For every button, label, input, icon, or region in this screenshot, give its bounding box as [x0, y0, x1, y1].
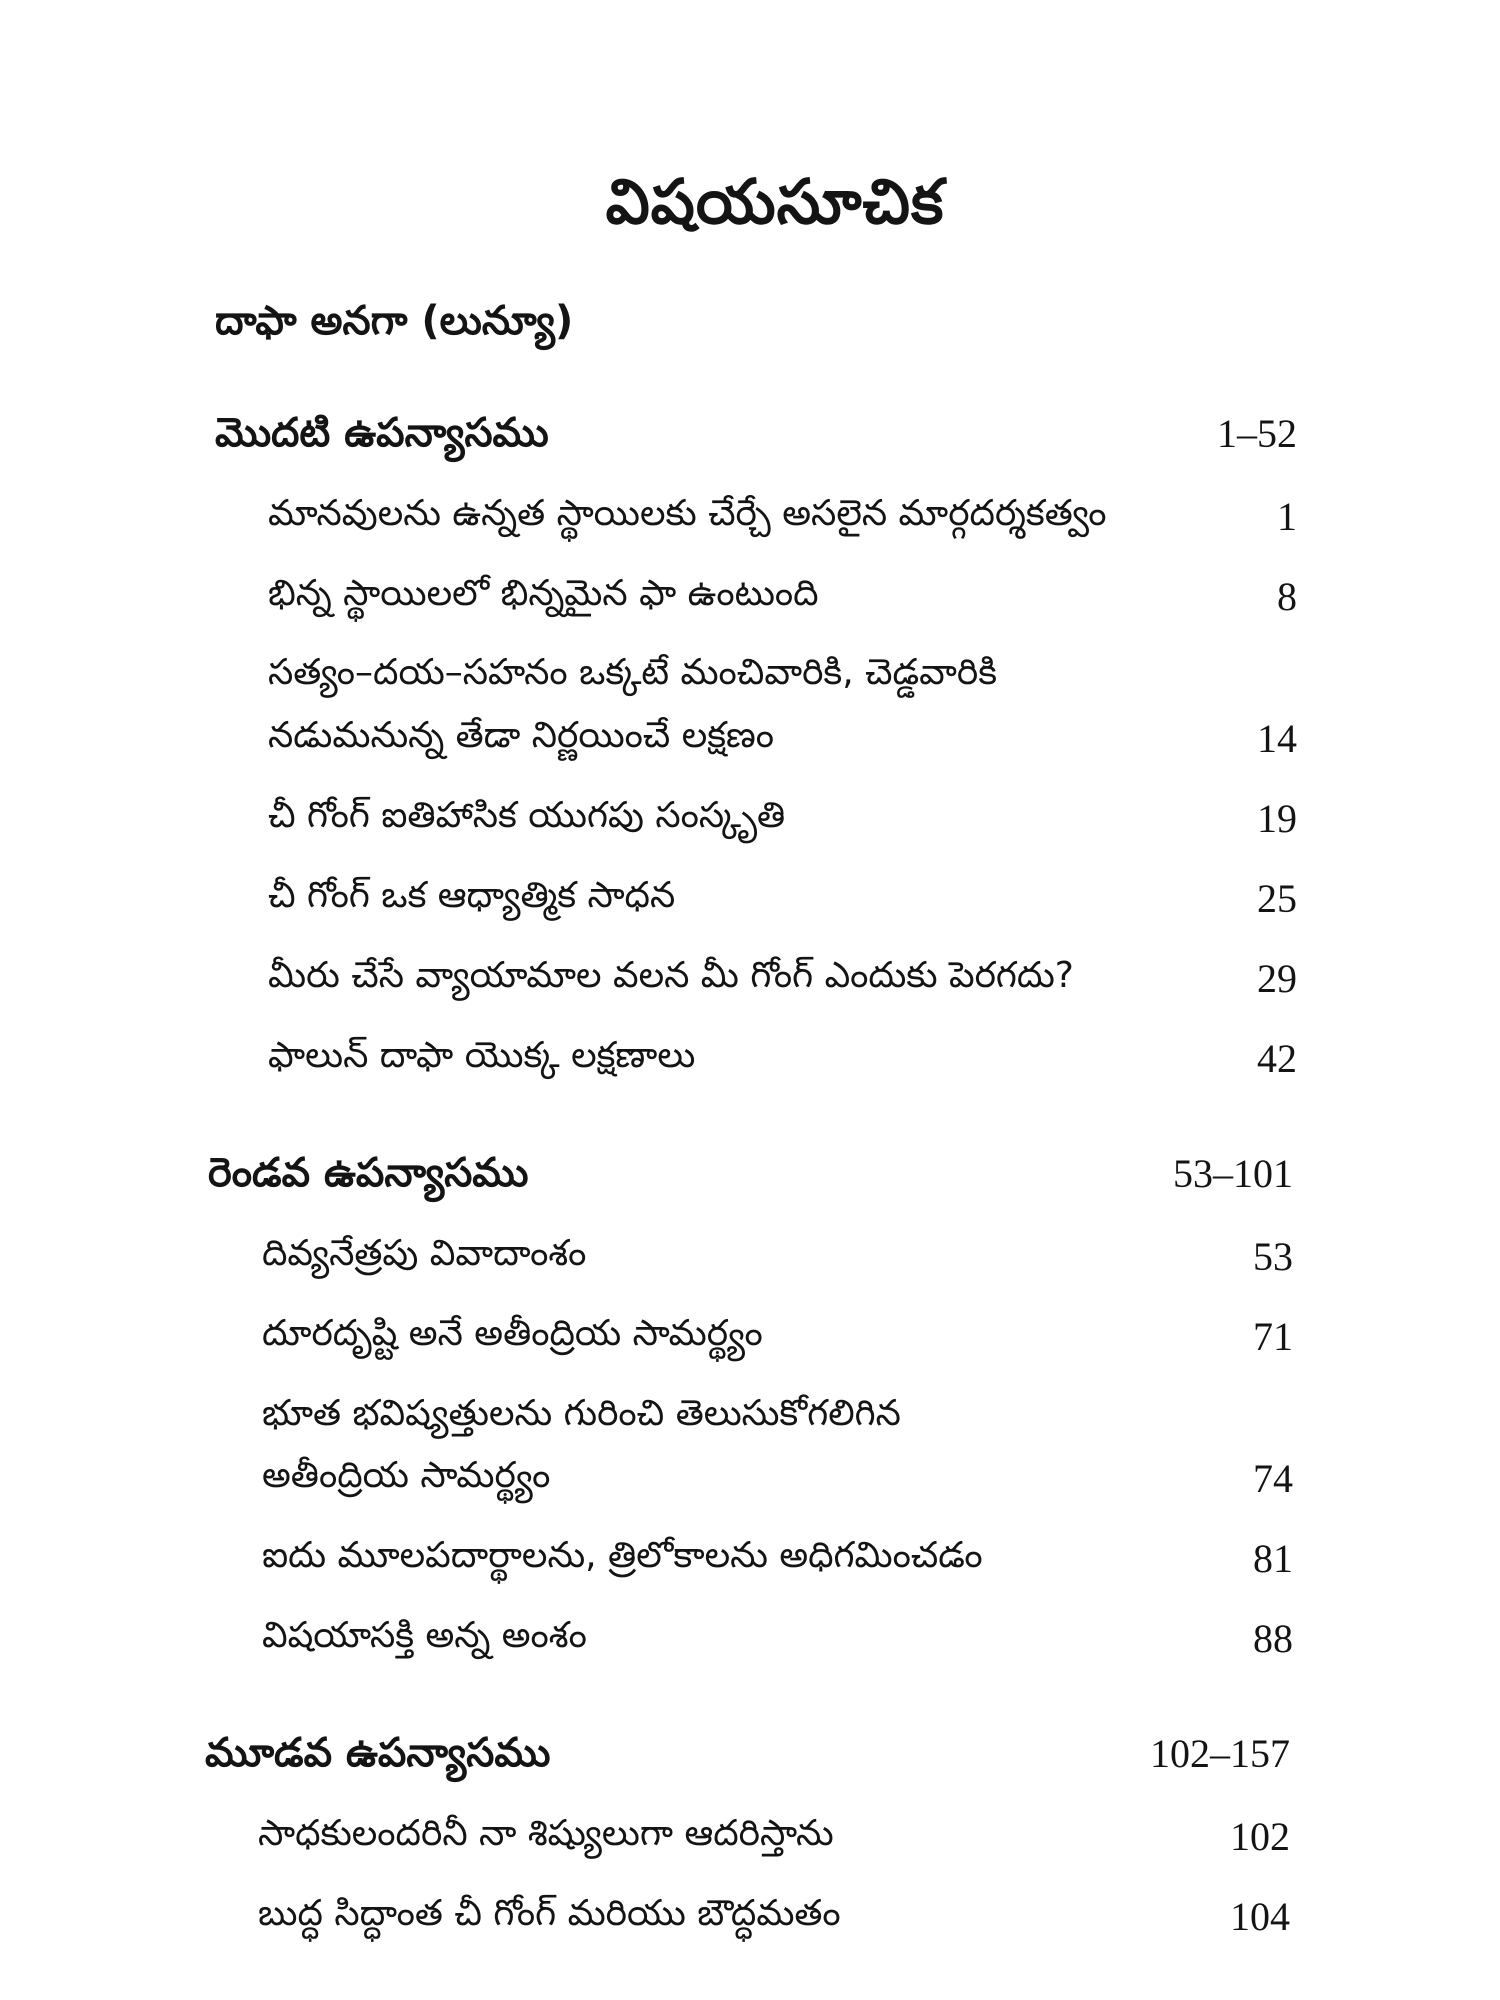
toc-entry-text: దివ్యనేత్రపు వివాదాంశం: [262, 1233, 587, 1274]
lecture-heading-3: మూడవ ఉపన్యాసము: [205, 1730, 551, 1776]
toc-entry-page: 19: [1257, 796, 1297, 841]
toc-entry-page: 14: [1257, 716, 1297, 761]
lecture-range-2: 53–101: [1173, 1151, 1293, 1196]
toc-entry-page: 8: [1277, 574, 1297, 619]
toc-entry-page: 1: [1277, 494, 1297, 539]
toc-entry-text: ఫాలున్ దాఫా యొక్క లక్షణాలు: [268, 1035, 696, 1076]
toc-entry-page: 25: [1257, 876, 1297, 921]
toc-entry-page: 81: [1253, 1536, 1293, 1581]
page-title: విషయసూచిక: [605, 165, 945, 238]
toc-entry-text: మీరు చేసే వ్యాయామాల వలన మీ గోంగ్ ఎందుకు పెరగదు?: [268, 955, 1074, 996]
toc-entry-text-continued: అతీంద్రియ సామర్థ్యం: [262, 1455, 551, 1496]
toc-entry-page: 42: [1257, 1036, 1297, 1081]
lecture-range-3: 102–157: [1150, 1731, 1290, 1776]
toc-entry-text: విషయాసక్తి అన్న అంశం: [262, 1615, 587, 1656]
intro-entry: దాఫా అనగా (లున్యూ): [215, 298, 574, 344]
toc-entry-page: 74: [1253, 1456, 1293, 1501]
toc-entry-text: సాధకులందరినీ నా శిష్యులుగా ఆదరిస్తాను: [258, 1813, 834, 1854]
lecture-heading-2: రెండవ ఉపన్యాసము: [208, 1150, 529, 1196]
toc-entry-text: చీ గోంగ్ ఒక ఆధ్యాత్మిక సాధన: [268, 875, 676, 916]
toc-entry-page: 29: [1257, 956, 1297, 1001]
toc-entry-text: ఐదు మూలపదార్థాలను, త్రిలోకాలను అధిగమించడం: [262, 1535, 983, 1576]
toc-entry-page: 104: [1230, 1894, 1290, 1939]
toc-entry-text: దూరదృష్టి అనే అతీంద్రియ సామర్థ్యం: [262, 1313, 763, 1354]
toc-entry-text: భూత భవిష్యత్తులను గురించి తెలుసుకోగలిగిన: [262, 1393, 901, 1434]
lecture-heading-1: మొదటి ఉపన్యాసము: [215, 410, 549, 456]
toc-entry-page: 88: [1253, 1616, 1293, 1661]
toc-entry-text: బుద్ధ సిద్ధాంత చీ గోంగ్ మరియు బౌద్ధమతం: [258, 1893, 841, 1934]
toc-entry-page: 102: [1230, 1814, 1290, 1859]
toc-entry-page: 53: [1253, 1234, 1293, 1279]
toc-entry-page: 71: [1253, 1314, 1293, 1359]
toc-entry-text-continued: నడుమనున్న తేడా నిర్ణయించే లక్షణం: [268, 715, 775, 756]
toc-entry-text: చీ గోంగ్ ఐతిహాసిక యుగపు సంస్కృతి: [268, 795, 786, 836]
toc-entry-text: మానవులను ఉన్నత స్థాయిలకు చేర్చే అసలైన మార్గదర్శకత్వం: [268, 493, 1107, 534]
toc-entry-text: భిన్న స్థాయిలలో భిన్నమైన ఫా ఉంటుంది: [268, 573, 819, 614]
lecture-range-1: 1–52: [1217, 411, 1297, 456]
toc-entry-text: సత్యం–దయ–సహనం ఒక్కటే మంచివారికి, చెడ్డవారికి: [268, 652, 997, 693]
